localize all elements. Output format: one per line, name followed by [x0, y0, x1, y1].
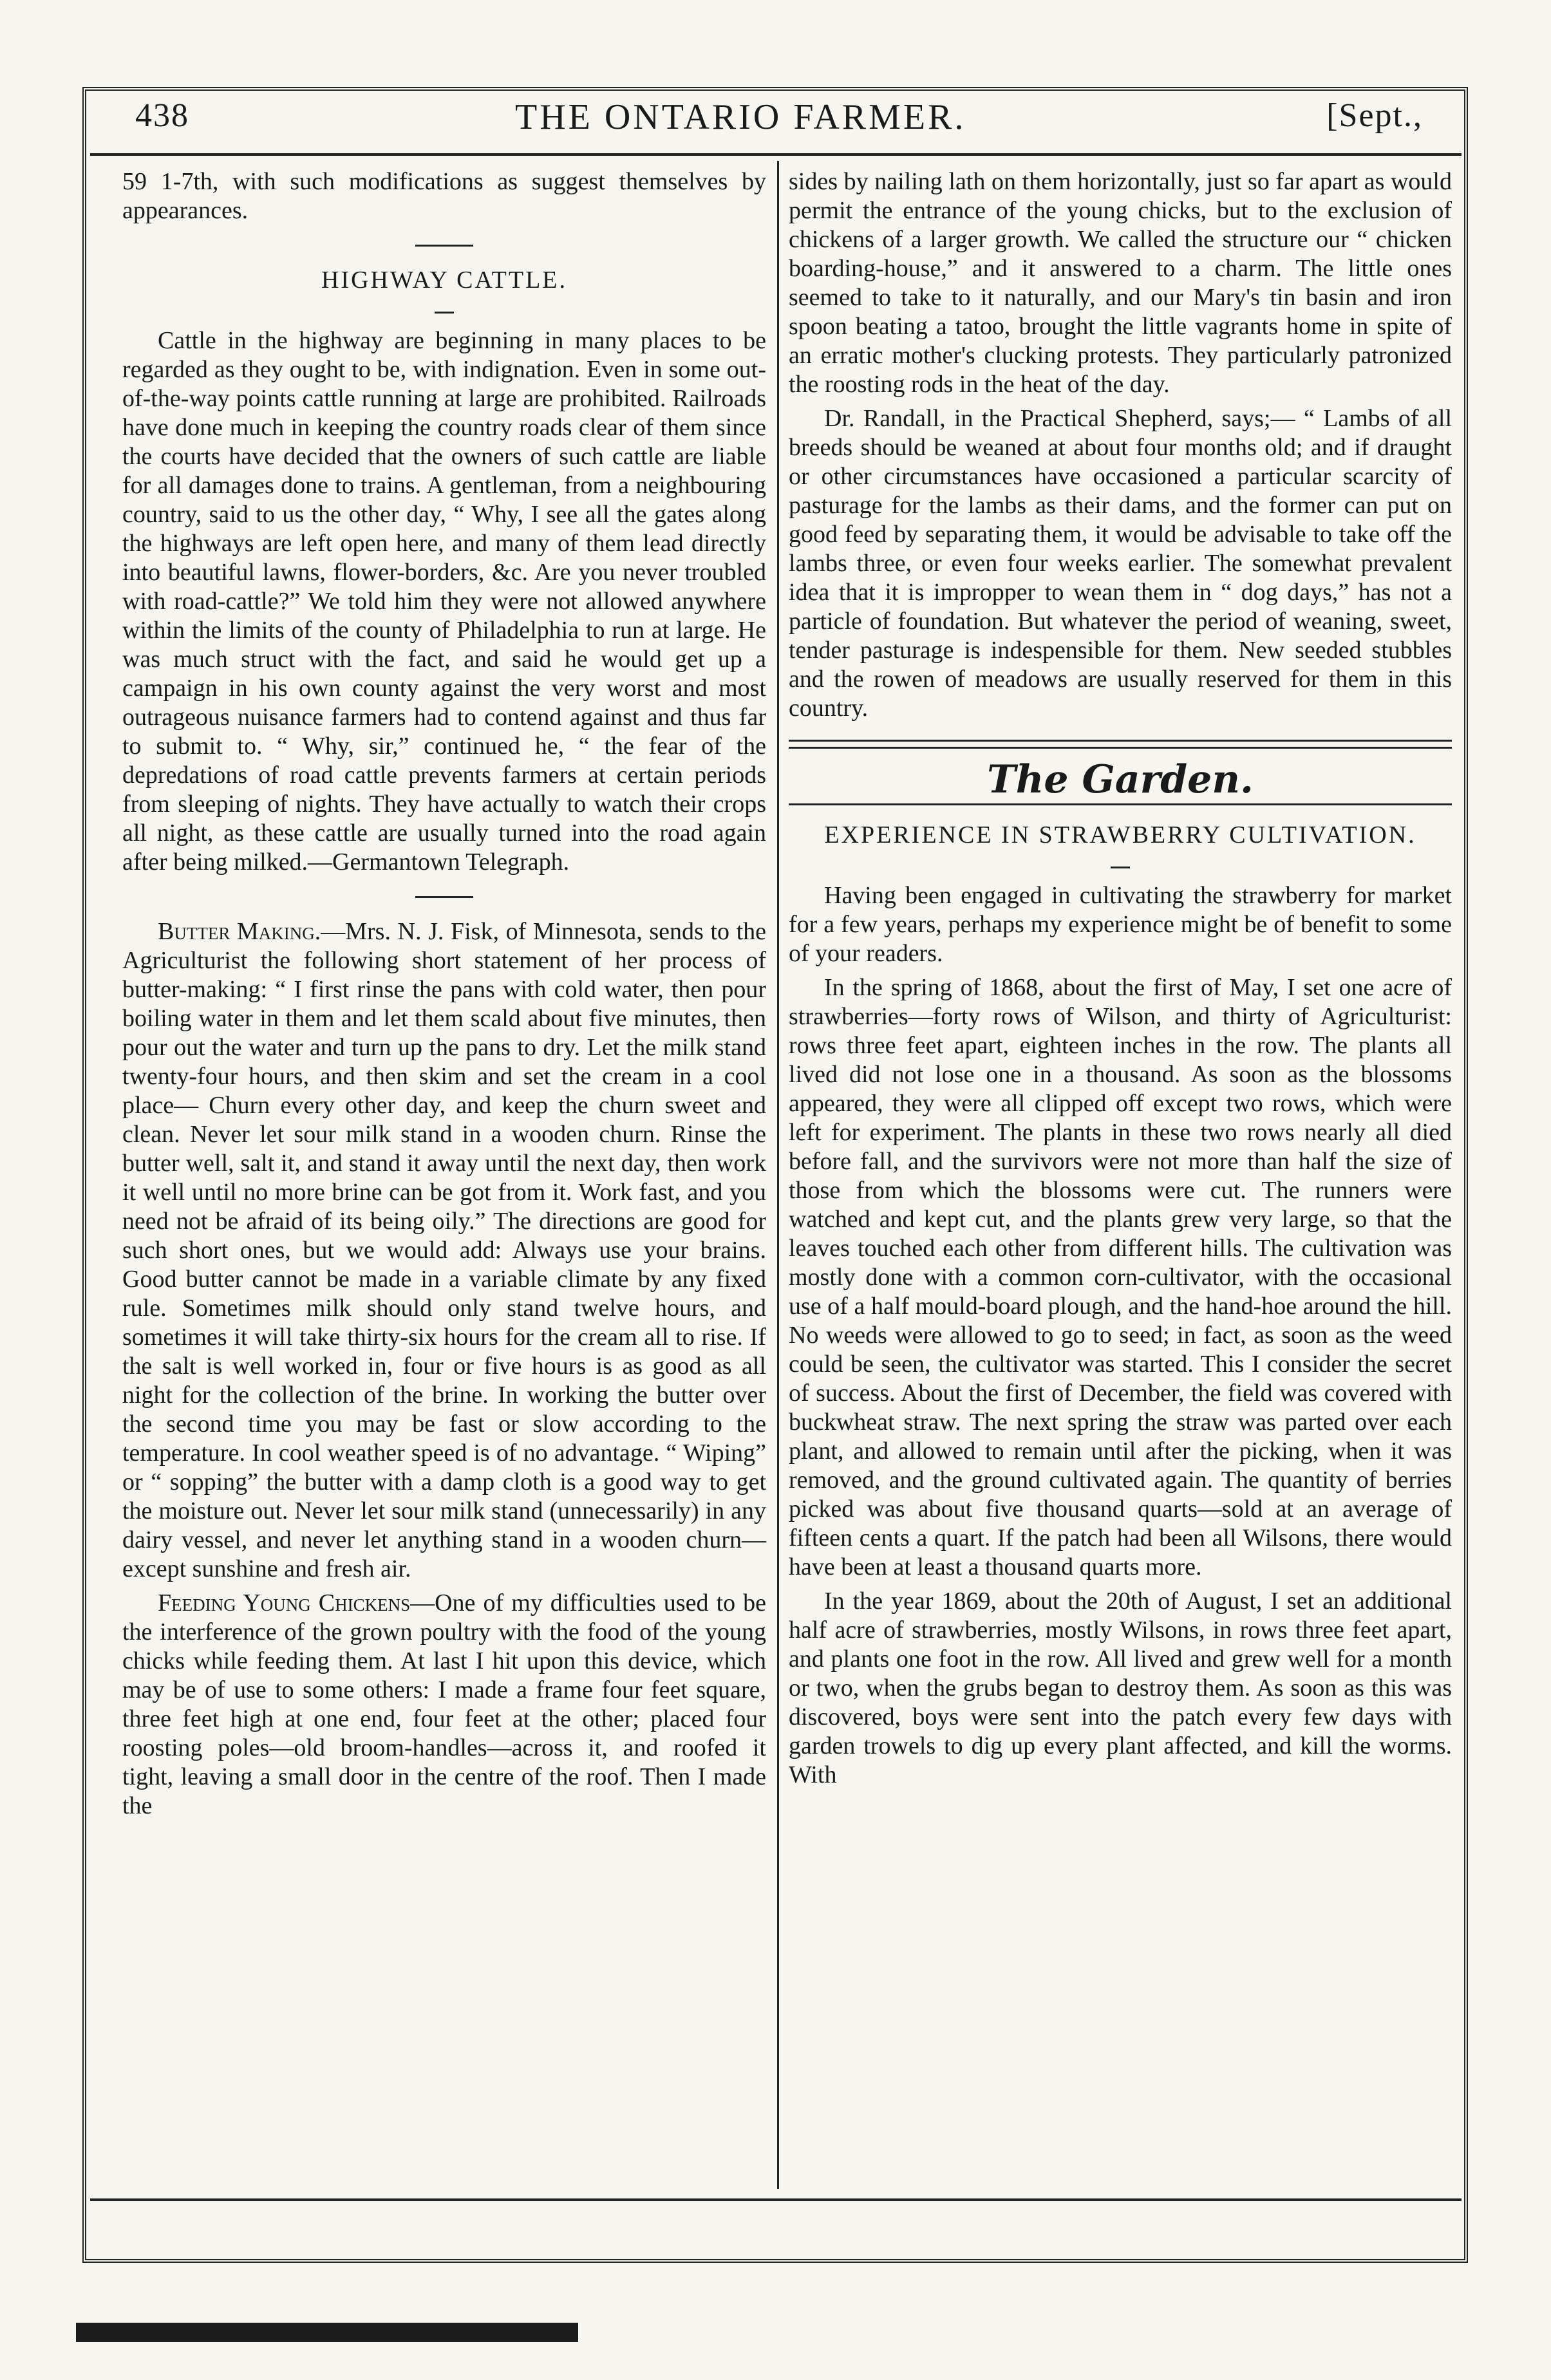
butter-making-lead: Butter Making.: [158, 918, 321, 945]
feeding-chickens-lead: Feeding Young Chickens: [158, 1589, 411, 1616]
page-number: 438: [135, 97, 189, 134]
divider-rule: [415, 896, 473, 898]
right-column: [789, 167, 1452, 1795]
garden-section-title: The Garden.: [987, 757, 1254, 802]
highway-cattle-heading: HIGHWAY CATTLE.: [321, 267, 568, 294]
left-intro: 59 1-7th, with such modifications as suggest themselves by appearances.: [122, 168, 766, 224]
strawberry-paragraph-2: In the spring of 1868, about the first of May, I set one acre of strawberries—forty rows of Wilson, and thirty of Agriculturist: rows three feet apart, eighteen inches in the row. The plants all lived did not lose one in a thousand. As soon as the blossoms appeared, they were all clipped off except two rows, which were left for experiment. The plants in these two rows nearly all died before fall, and the survivors were not more than half the size of those from which the blossoms were cut. The runners were watched and kept cut, and the plants grew very large, so that the leaves touched each other from different hills. The cultivation was mostly done with a common corn-cultivator, with the occasional use of a half mould-board plough, and the hand-hoe around the hill. No weeds were allowed to go to seed; in fact, as soon as the weed could be seen, the cultivator was started. This I consider the secret of success. About the first of December, the field was covered with buckwheat straw. The next spring the straw was parted over each plant, and allowed to remain until after the picking, when it was removed, and the ground cultivated again. The quantity of berries picked was about five thousand quarts—sold at an average of fifteen cents a quart. If the patch had been all Wilsons, there would have been at least a thousand quarts more.: [789, 974, 1452, 1580]
divider-rule: [435, 312, 454, 314]
strawberry-paragraph-1: Having been engaged in cultivating the strawberry for market for a few years, perhaps my experience might be of benefit to some of your readers.: [789, 882, 1452, 967]
randall-quote: Dr. Randall, in the Practical Shepherd, says;— “ Lambs of all breeds should be weaned at about four months old; and if draught or other circumstances have occasioned a particular scarcity of pasturage for the lambs as their dams, and the former can put on good feed by separating them, it would be advisable to take off the lambs three, or even four weeks earlier. The somewhat prevalent idea that it is impropper to wean them in “ dog days,” has not a particle of foundation. But whatever the period of weaning, sweet, tender pasturage is indespensible for them. New seeded stubbles and the rowen of meadows are usually reserved for them in this country.: [789, 405, 1452, 722]
footer-rule: [90, 2198, 1462, 2201]
header-rule: [90, 153, 1462, 156]
section-double-rule: [789, 740, 1452, 749]
column-divider: [777, 161, 779, 2189]
page-header: [135, 97, 1423, 155]
scan-edge-bar: [76, 2323, 578, 2342]
divider-rule: [415, 245, 473, 247]
left-column: [122, 167, 766, 1826]
divider-rule: [1111, 867, 1130, 868]
chickens-continuation: sides by nailing lath on them horizontally, just so far apart as would permit the entrance of the young chicks, but to the exclusion of chickens of a larger growth. We called the structure our “ chicken boarding-house,” and it answered to a charm. The little ones seemed to take to it naturally, and our Mary's tin basin and iron spoon beating a tatoo, brought the little vagrants home in spite of an erratic mother's clucking protests. They particularly patronized the roosting rods in the heat of the day.: [789, 168, 1452, 398]
journal-title: THE ONTARIO FARMER.: [515, 97, 966, 137]
feeding-chickens-body: —One of my difficulties used to be the interference of the grown poultry with the food of the young chicks while feeding them. At last I hit upon this device, which may be of use to some others: I made a frame four feet square, three feet high at one end, four feet at the other; placed four roosting poles—old broom-handles—across it, and roofed it tight, leaving a small door in the centre of the roof. Then I made the: [122, 1589, 767, 1819]
issue-month: [Sept.,: [1326, 97, 1423, 134]
highway-cattle-body: Cattle in the highway are beginning in many places to be regarded as they ought to be, with indignation. Even in some out-of-the-way points cattle running at large are prohibited. Railroads have done much in keeping the country roads clear of them since the courts have decided that the owners of such cattle are liable for all damages done to trains. A gentleman, from a neighbouring country, said to us the other day, “ Why, I see all the gates along the highways are left open here, and many of them lead directly into beautiful lawns, flower-borders, &c. Are you never troubled with road-cattle?” We told him they were not allowed anywhere within the limits of the county of Philadelphia to run at large. He was much struct with the fact, and said he would get up a campaign in his own county against the very worst and most outrageous nuisance farmers had to contend against and thus far to submit to. “ Why, sir,” continued he, “ the fear of the depredations of road cattle prevents farmers at certain periods from sleeping of nights. They have actually to watch their crops all night, as these cattle are usually turned into the road again after being milked.—Germantown Telegraph.: [122, 327, 766, 876]
strawberry-paragraph-3: In the year 1869, about the 20th of August, I set an additional half acre of strawberries, mostly Wilsons, in rows three feet apart, and plants one foot in the row. All lived and grew well for a month or two, when the grubs began to destroy them. As soon as this was discovered, boys were sent into the patch every few days with garden trowels to dig up every plant affected, and kill the worms. With: [789, 1588, 1452, 1788]
section-rule: [789, 803, 1452, 805]
strawberry-article-heading: EXPERIENCE IN STRAWBERRY CULTIVATION.: [824, 821, 1416, 848]
butter-making-body: —Mrs. N. J. Fisk, of Minnesota, sends to the Agriculturist the following short statement of her process of butter-making: “ I first rinse the pans with cold water, then pour boiling water in them and let them scald about five minutes, then pour out the water and turn up the pans to dry. Let the milk stand twenty-four hours, and then skim and set the cream in a cool place— Churn every other day, and keep the churn sweet and clean. Never let sour milk stand in a wooden churn. Rinse the butter well, salt it, and stand it away until the next day, then work it well until no more brine can be got from it. Work fast, and you need not be afraid of its being oily.” The directions are good for such short ones, but we would add: Always use your brains. Good butter cannot be made in a variable climate by any fixed rule. Sometimes milk should only stand twelve hours, and sometimes it will take thirty-six hours for the cream all to rise. If the salt is well worked in, four or five hours is as good as all night for the collection of the brine. In working the butter over the second time you may be fast or slow according to the temperature. In cool weather speed is of no advantage. “ Wiping” or “ sopping” the butter with a damp cloth is a good way to get the moisture out. Never let sour milk stand (unnecessarily) in any dairy vessel, and never let anything stand in a wooden churn—except sunshine and fresh air.: [122, 918, 766, 1582]
